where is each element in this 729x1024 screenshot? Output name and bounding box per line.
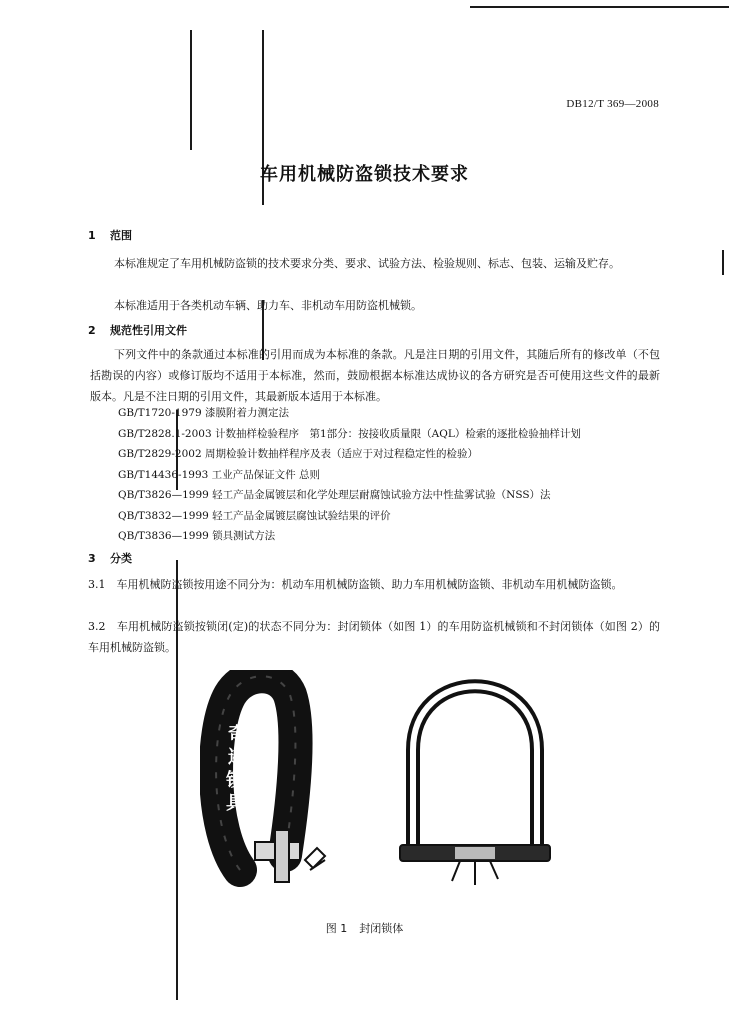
section-title: 范围	[110, 229, 132, 242]
doc-code: DB12/T 369—2008	[566, 98, 659, 110]
reference-item: GB/T2828.1-2003 计数抽样检验程序 第1部分：按接收质量限（AQL）检索的逐批检验抽样计划	[118, 427, 581, 440]
chain-label-char: 迹	[228, 747, 246, 768]
reference-item: GB/T14436-1993 工业产品保证文件 总则	[118, 468, 320, 481]
section-title: 规范性引用文件	[110, 324, 187, 337]
section-1-heading	[88, 227, 132, 243]
clause-3-2	[88, 616, 660, 658]
clause-number: 3.2	[88, 620, 106, 633]
clause-text: 车用机械防盗锁按锁闭(定)的状态不同分为：封闭锁体（如图 1）的车用防盗机械锁和不封闭锁体（如图 2）的车用机械防盗锁。	[88, 620, 661, 654]
clause-3-1	[88, 574, 660, 595]
refs-intro: 下列文件中的条款通过本标准的引用而成为本标准的条款。凡是注日期的引用文件，其随后所有的修改单（不包括勘误的内容）或修订版均不适用于本标准，然而，鼓励根据本标准达成协议的各方研究是否可使用这些文件的最新版本。凡是不注日期的引用文件，其最新版本适用于本标准。	[90, 348, 660, 403]
reference-item: QB/T3836—1999 锁具测试方法	[118, 530, 276, 542]
section-number: 3	[88, 552, 96, 565]
document-title: 车用机械防盗锁技术要求	[260, 164, 469, 185]
scan-line-top	[470, 6, 729, 8]
reference-list	[118, 403, 581, 547]
section-3-heading	[88, 550, 132, 566]
reference-item: GB/T2829-2002 周期检验计数抽样程序及表（适应于对过程稳定性的检验）	[118, 448, 478, 460]
figure-caption	[0, 920, 729, 936]
figure-title: 封闭锁体	[359, 922, 404, 935]
figure-number: 图 1	[325, 922, 348, 935]
clause-text: 车用机械防盗锁按用途不同分为：机动车用机械防盗锁、助力车用机械防盗锁、非机动车用机械防盗锁。	[116, 578, 623, 591]
u-lock-image	[395, 675, 555, 900]
chain-label-char: 奇	[228, 724, 246, 745]
clause-number: 3.1	[88, 578, 106, 591]
scope-paragraph-1: 本标准规定了车用机械防盗锁的技术要求分类、要求、试验方法、检验规则、标志、包装、运输及贮存。	[114, 257, 620, 270]
chain-label-char: 锁	[226, 770, 244, 791]
chain-label-char: 具	[226, 793, 244, 814]
reference-item: QB/T3832—1999 轻工产品金属镀层腐蚀试验结果的评价	[118, 509, 391, 522]
reference-item: QB/T3826—1999 轻工产品金属镀层和化学处理层耐腐蚀试验方法中性盐雾试验（NSS）法	[118, 489, 551, 501]
chain-lock-image	[200, 670, 350, 900]
scan-line-right	[722, 250, 724, 275]
section-number: 2	[88, 324, 96, 337]
scan-line-left-1	[190, 30, 192, 150]
section-2-heading	[88, 322, 187, 338]
reference-item: GB/T1720-1979 漆膜附着力测定法	[118, 407, 289, 419]
section-number: 1	[88, 229, 96, 242]
section-title: 分类	[110, 552, 132, 565]
scope-paragraph-2: 本标准适用于各类机动车辆、助力车、非机动车用防盗机械锁。	[114, 299, 422, 312]
